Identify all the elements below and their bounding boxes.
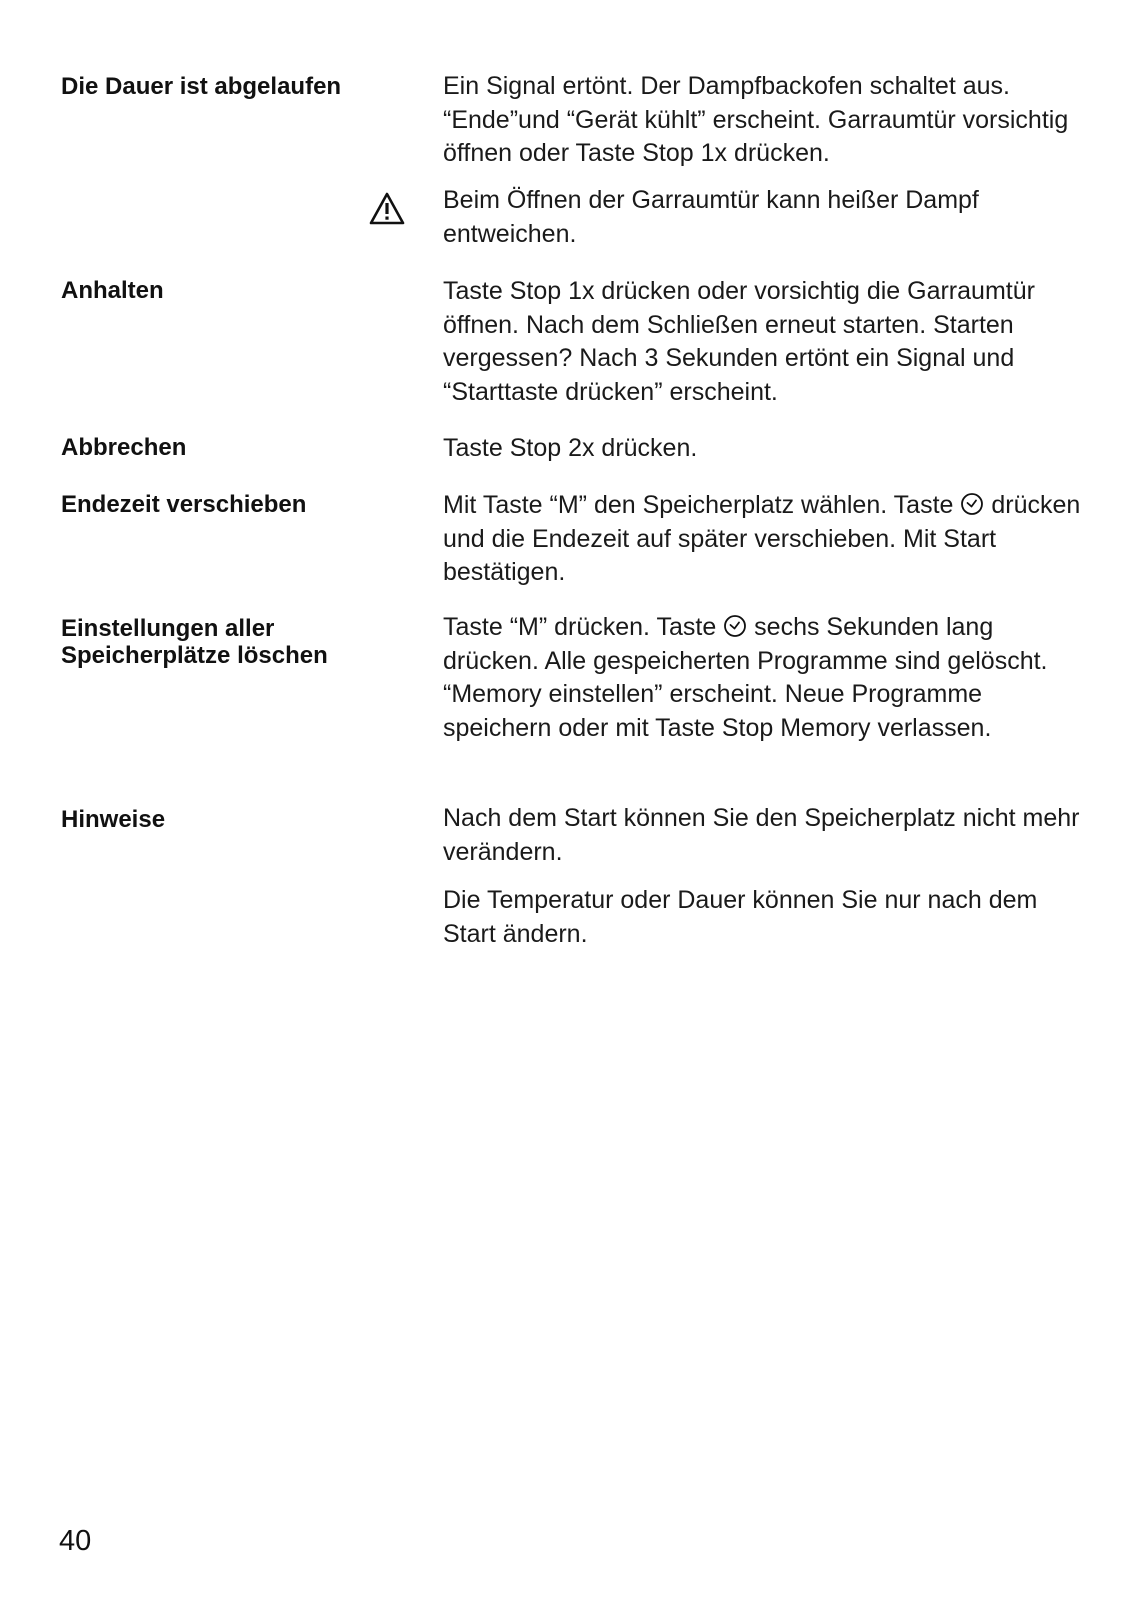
term-dauer-abgelaufen: Die Dauer ist abgelaufen [61,73,342,100]
term-line-2: Speicherplätze löschen [61,642,328,669]
desc-text-before-icon: Taste “M” drücken. Taste [443,613,717,641]
warning-triangle-icon [369,192,405,225]
clock-icon [723,614,747,638]
desc-text-after-icon: drücken und die Endezeit auf später verschieben. Mit Start bestätigen. [443,491,1081,586]
desc-text-before-icon: Mit Taste “M” den Speicherplatz wählen. Taste [443,491,954,519]
term-endezeit-verschieben: Endezeit verschieben [61,491,307,518]
desc-dauer-abgelaufen: Ein Signal ertönt. Der Dampfbackofen schaltet aus. “Ende”und “Gerät kühlt” erscheint. Garraumtür vorsichtig öffnen oder Taste Stop 1x drücken. [443,72,1069,167]
term-line-1: Einstellungen aller [61,615,275,642]
desc-hinweise: Nach dem Start können Sie den Speicherplatz nicht mehr verändern. [443,804,1080,866]
clock-icon [960,492,984,516]
term-abbrechen: Abbrechen [61,434,187,461]
term-anhalten: Anhalten [61,277,164,304]
warning-text: Beim Öffnen der Garraumtür kann heißer Dampf entweichen. [443,186,979,248]
desc-einstellungen-loeschen [443,611,1083,745]
page-number: 40 [59,1525,92,1557]
desc-abbrechen: Taste Stop 2x drücken. [443,434,698,462]
term-einstellungen-loeschen [61,615,391,669]
desc-hinweise-2: Die Temperatur oder Dauer können Sie nur nach dem Start ändern. [443,886,1038,948]
desc-text-after-icon: sechs Sekunden lang drücken. Alle gespeicherten Programme sind gelöscht. “Memory einstellen” erscheint. Neue Programme speichern oder mit Taste Stop Memory verlassen. [443,613,1048,742]
term-hinweise: Hinweise [61,806,166,833]
desc-endezeit-verschieben [443,489,1083,590]
desc-anhalten: Taste Stop 1x drücken oder vorsichtig die Garraumtür öffnen. Nach dem Schließen erneut starten. Starten vergessen? Nach 3 Sekunden ertönt ein Signal und “Starttaste drücken” erscheint. [443,277,1035,406]
